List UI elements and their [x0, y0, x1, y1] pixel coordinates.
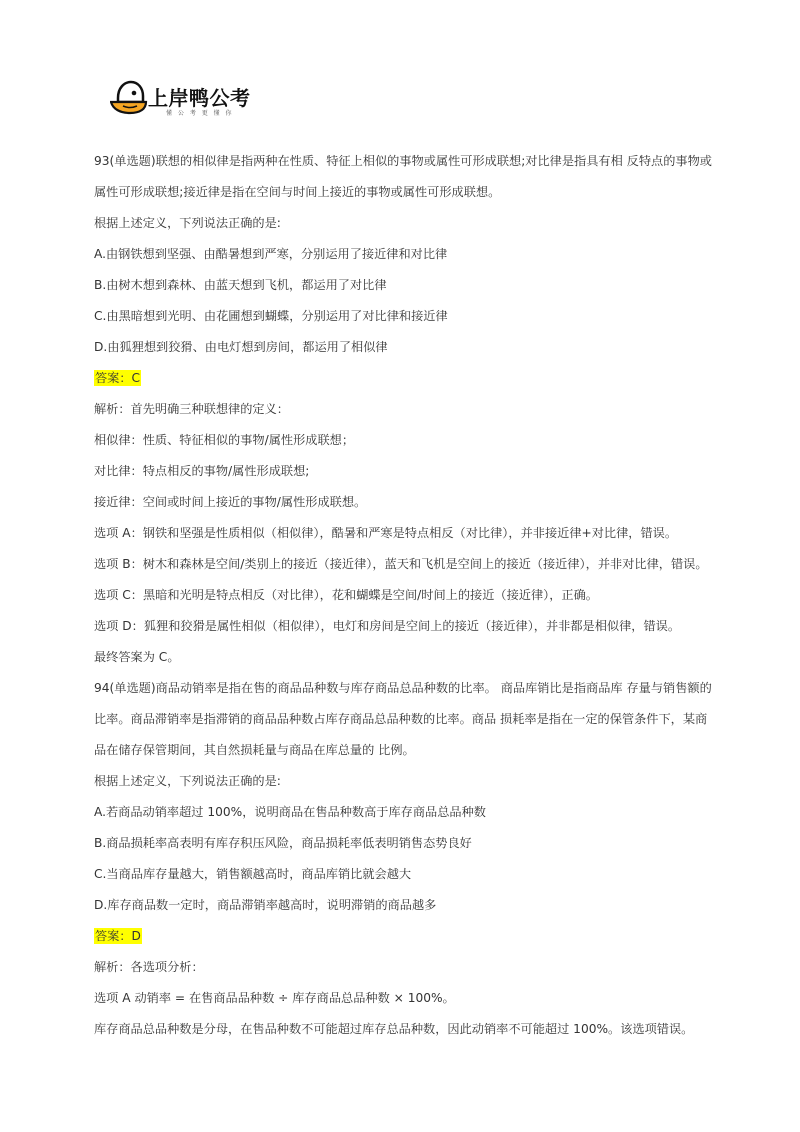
logo-text: 上岸鸭公考 [148, 86, 251, 110]
text-line: 比率。商品滞销率是指滞销的商品品种数占库存商品总品种数的比率。商品 损耗率是指在一定的保管条件下，某商 [94, 712, 708, 726]
text-line: C.当商品库存量越大，销售额越高时，商品库销比就会越大 [94, 867, 412, 881]
text-line: 根据上述定义，下列说法正确的是: [94, 216, 281, 230]
text-line: A.由钢铁想到坚强、由酷暑想到严寒，分别运用了接近律和对比律 [94, 247, 448, 261]
text-line: D.由狐狸想到狡猾、由电灯想到房间，都运用了相似律 [94, 340, 388, 354]
text-line: D.库存商品数一定时，商品滞销率越高时，说明滞销的商品越多 [94, 898, 437, 912]
text-line: 库存商品总品种数是分母，在售品种数不可能超过库存总品种数，因此动销率不可能超过 100%。该选项错误。 [94, 1022, 694, 1036]
text-line: 94(单选题)商品动销率是指在售的商品品种数与库存商品总品种数的比率。 商品库销比是指商品库 存量与销售额的 [94, 681, 712, 695]
text-line: 品在储存保管期间，其自然损耗量与商品在库总量的 比例。 [94, 743, 415, 757]
brand-logo [110, 78, 260, 118]
document-body [94, 146, 714, 1045]
text-line: 对比律：特点相反的事物/属性形成联想; [94, 464, 310, 478]
duck-icon [110, 78, 150, 118]
text-line: B.商品损耗率高表明有库存积压风险，商品损耗率低表明销售态势良好 [94, 836, 472, 850]
answer-line [94, 363, 714, 394]
answer-line [94, 921, 714, 952]
text-line: 选项 A 动销率 = 在售商品品种数 ÷ 库存商品总品种数 × 100%。 [94, 991, 455, 1005]
answer-highlight: 答案：C [95, 371, 141, 385]
text-line: A.若商品动销率超过 100%，说明商品在售品种数高于库存商品总品种数 [94, 805, 486, 819]
text-line: 选项 C：黑暗和光明是特点相反（对比律），花和蝴蝶是空间/时间上的接近（接近律），正确。 [94, 588, 598, 602]
text-line: 最终答案为 C。 [94, 650, 180, 664]
logo-slogan: 懂 公 考 更 懂 你 [166, 110, 234, 117]
text-line: 根据上述定义，下列说法正确的是: [94, 774, 281, 788]
text-line: 解析：首先明确三种联想律的定义： [94, 402, 289, 416]
text-line: C.由黑暗想到光明、由花圃想到蝴蝶，分别运用了对比律和接近律 [94, 309, 448, 323]
text-line: 解析：各选项分析： [94, 960, 204, 974]
text-line: 属性可形成联想;接近律是指在空间与时间上接近的事物或属性可形成联想。 [94, 185, 501, 199]
text-line: 相似律：性质、特征相似的事物/属性形成联想； [94, 433, 355, 447]
text-line: 接近律：空间或时间上接近的事物/属性形成联想。 [94, 495, 367, 509]
text-line: 选项 B：树木和森林是空间/类别上的接近（接近律），蓝天和飞机是空间上的接近（接近律），并非对比律，错误。 [94, 557, 708, 571]
answer-highlight: 答案：D [95, 929, 141, 943]
text-line: B.由树木想到森林、由蓝天想到飞机，都运用了对比律 [94, 278, 387, 292]
text-line: 选项 A：钢铁和坚强是性质相似（相似律），酷暑和严寒是特点相反（对比律），并非接近律+对比律，错误。 [94, 526, 678, 540]
text-line: 选项 D：狐狸和狡猾是属性相似（相似律），电灯和房间是空间上的接近（接近律），并非都是相似律，错误。 [94, 619, 681, 633]
text-line: 93(单选题)联想的相似律是指两种在性质、特征上相似的事物或属性可形成联想;对比律是指具有相 反特点的事物或 [94, 154, 712, 168]
